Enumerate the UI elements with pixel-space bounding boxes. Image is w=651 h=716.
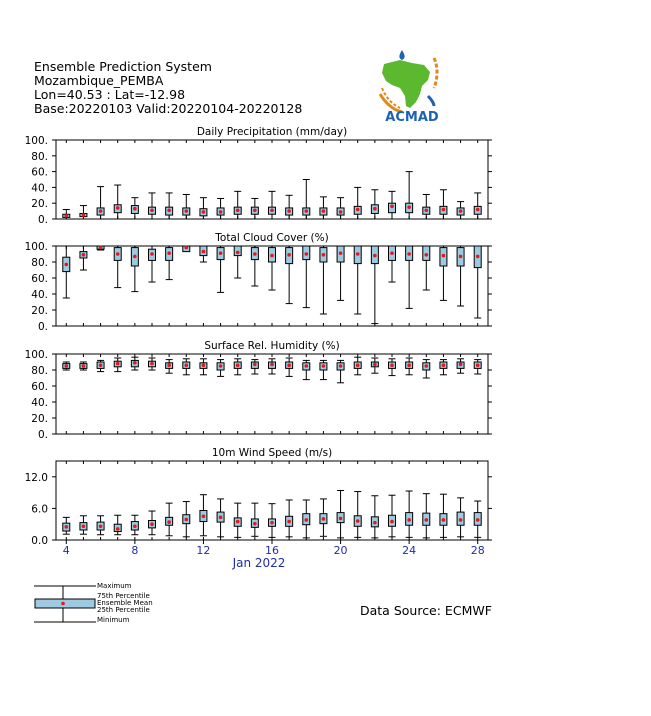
- mean-point: [442, 208, 446, 212]
- mean-point: [339, 210, 343, 214]
- mean-point: [64, 364, 68, 368]
- mean-point: [390, 520, 394, 524]
- data-source: Data Source: ECMWF: [360, 603, 492, 618]
- mean-point: [184, 246, 188, 250]
- mean-point: [64, 263, 68, 267]
- mean-point: [356, 363, 360, 367]
- y-tick-label: 20.: [31, 305, 48, 317]
- y-tick-label: 40.: [31, 397, 48, 409]
- mean-point: [167, 520, 171, 524]
- mean-point: [356, 208, 360, 212]
- mean-point: [184, 363, 188, 367]
- mean-point: [150, 362, 154, 366]
- mean-point: [236, 363, 240, 367]
- mean-point: [99, 525, 103, 529]
- panel-title: 10m Wind Speed (m/s): [211, 447, 333, 459]
- mean-point: [304, 364, 308, 368]
- mean-point: [442, 254, 446, 258]
- mean-point: [442, 363, 446, 367]
- mean-point: [304, 518, 308, 522]
- mean-point: [459, 255, 463, 259]
- mean-point: [322, 209, 326, 213]
- mean-point: [236, 251, 240, 255]
- y-tick-label: 80.: [31, 257, 48, 269]
- y-tick-label: 12.0: [24, 471, 48, 484]
- mean-point: [373, 363, 377, 367]
- mean-point: [476, 208, 480, 212]
- mean-point: [390, 363, 394, 367]
- mean-point: [459, 518, 463, 522]
- mean-point: [219, 251, 223, 255]
- mean-point: [116, 206, 120, 210]
- mean-point: [116, 362, 120, 366]
- x-tick-label: 16: [265, 544, 279, 557]
- mean-point: [424, 209, 428, 213]
- mean-point: [322, 517, 326, 521]
- mean-point: [82, 525, 86, 529]
- header-station: Mozambique_PEMBA: [34, 73, 164, 88]
- mean-point: [236, 209, 240, 213]
- mean-point: [99, 363, 103, 367]
- mean-point: [356, 519, 360, 523]
- y-tick-label: 100.: [24, 241, 48, 253]
- y-tick-label: 80.: [31, 365, 48, 377]
- panel-title: Daily Precipitation (mm/day): [196, 126, 348, 138]
- mean-point: [424, 253, 428, 257]
- x-tick-label: 8: [131, 544, 139, 557]
- mean-point: [167, 209, 171, 213]
- mean-point: [219, 210, 223, 214]
- mean-point: [133, 255, 137, 259]
- y-tick-label: 40.: [31, 289, 48, 301]
- mean-point: [184, 518, 188, 522]
- mean-point: [270, 363, 274, 367]
- mean-point: [253, 363, 257, 367]
- mean-point: [424, 364, 428, 368]
- mean-point: [253, 209, 257, 213]
- mean-point: [407, 363, 411, 367]
- x-tick-label: 20: [333, 544, 348, 557]
- mean-point: [270, 521, 274, 525]
- mean-point: [287, 209, 291, 213]
- mean-point: [82, 213, 86, 217]
- mean-point: [150, 252, 154, 256]
- mean-point: [116, 527, 120, 531]
- mean-point: [219, 364, 223, 368]
- mean-point: [287, 520, 291, 524]
- mean-point: [202, 250, 206, 254]
- y-tick-label: 6.0: [31, 503, 48, 516]
- mean-point: [459, 363, 463, 367]
- mean-point: [133, 361, 137, 365]
- mean-point: [287, 363, 291, 367]
- mean-point: [236, 520, 240, 524]
- panel-title: Total Cloud Cover (%): [215, 232, 329, 244]
- logo-text: ACMAD: [385, 110, 439, 124]
- x-tick-label: 28: [470, 544, 485, 557]
- legend-minimum: Minimum: [97, 616, 130, 624]
- mean-point: [167, 251, 171, 255]
- mean-point: [253, 252, 257, 256]
- mean-point: [99, 209, 103, 213]
- mean-point: [373, 254, 377, 258]
- mean-point: [339, 364, 343, 368]
- legend-mean: Ensemble Mean: [97, 599, 153, 607]
- y-tick-label: 0.: [37, 214, 48, 226]
- mean-point: [390, 251, 394, 255]
- mean-point: [442, 518, 446, 522]
- y-tick-label: 0.: [37, 429, 48, 441]
- mean-point: [99, 246, 103, 250]
- mean-point: [150, 209, 154, 213]
- y-tick-label: 0.0: [31, 535, 48, 547]
- y-tick-label: 60.: [31, 273, 48, 285]
- mean-point: [304, 209, 308, 213]
- header-system: Ensemble Prediction System: [34, 59, 212, 74]
- mean-point: [116, 252, 120, 256]
- y-tick-label: 60.: [31, 381, 48, 393]
- header-base-valid: Base:20220103 Valid:20220104-20220128: [34, 101, 303, 116]
- mean-point: [373, 207, 377, 211]
- x-tick-label: 4: [62, 544, 70, 557]
- y-tick-label: 100.: [24, 349, 48, 361]
- mean-point: [167, 363, 171, 367]
- mean-point: [373, 521, 377, 525]
- mean-point: [287, 253, 291, 257]
- y-tick-label: 0.: [37, 321, 48, 333]
- mean-point: [407, 518, 411, 522]
- x-tick-label: 12: [196, 544, 211, 557]
- mean-point: [64, 214, 68, 218]
- mean-point: [339, 517, 343, 521]
- mean-point: [133, 207, 137, 211]
- mean-point: [476, 255, 480, 259]
- y-tick-label: 20.: [31, 198, 48, 211]
- mean-point: [322, 364, 326, 368]
- y-tick-label: 20.: [31, 413, 48, 425]
- mean-point: [304, 252, 308, 256]
- y-tick-label: 100.: [24, 135, 48, 147]
- x-month-label: Jan 2022: [232, 556, 286, 570]
- mean-point: [64, 525, 68, 529]
- mean-point: [253, 522, 257, 526]
- y-tick-label: 60.: [31, 166, 48, 179]
- mean-point: [82, 253, 86, 257]
- mean-point: [184, 209, 188, 213]
- mean-point: [270, 209, 274, 213]
- legend-25th: 25th Percentile: [97, 606, 150, 614]
- mean-point: [133, 525, 137, 529]
- legend-box-icon: [34, 584, 96, 626]
- mean-point: [459, 209, 463, 213]
- legend-maximum: Maximum: [97, 582, 132, 590]
- mean-point: [476, 518, 480, 522]
- mean-point: [202, 515, 206, 519]
- mean-point: [339, 251, 343, 255]
- mean-point: [219, 516, 223, 520]
- mean-point: [82, 364, 86, 368]
- mean-point: [322, 253, 326, 257]
- mean-point: [202, 363, 206, 367]
- legend-75th: 75th Percentile: [97, 592, 150, 600]
- mean-point: [407, 252, 411, 256]
- mean-point: [407, 205, 411, 209]
- mean-point: [150, 522, 154, 526]
- mean-point: [270, 254, 274, 258]
- mean-point: [424, 518, 428, 522]
- mean-point: [476, 363, 480, 367]
- y-tick-label: 80.: [31, 150, 48, 163]
- header-coordinates: Lon=40.53 : Lat=-12.98: [34, 87, 186, 102]
- mean-point: [390, 205, 394, 209]
- mean-point: [202, 210, 206, 214]
- mean-point: [356, 252, 360, 256]
- y-tick-label: 40.: [31, 182, 48, 195]
- x-tick-label: 24: [402, 544, 417, 557]
- panel-title: Surface Rel. Humidity (%): [204, 340, 340, 352]
